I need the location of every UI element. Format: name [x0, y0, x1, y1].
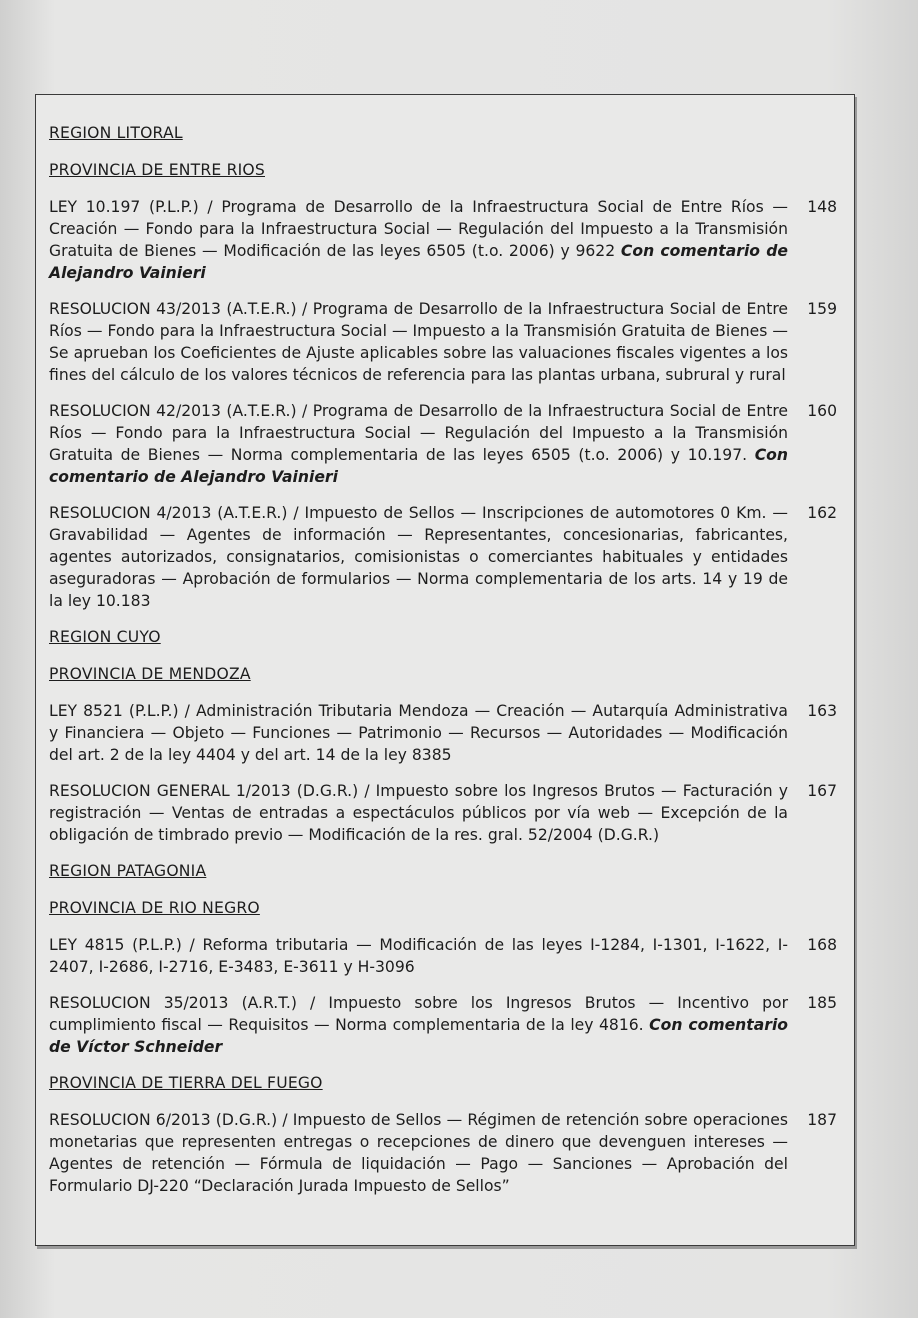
toc-entry-line: [49, 1109, 837, 1197]
toc-entry[interactable]: [49, 934, 837, 978]
toc-entry-text: [49, 196, 788, 284]
toc-page-number[interactable]: 160: [807, 402, 837, 420]
toc-entry-line: [49, 780, 837, 846]
toc-entry-body: LEY 10.197 (P.L.P.) / Programa de Desarrollo de la Infraestructura Social de Entre Ríos — Creación — Fondo para la Infraestructura Social — Regulación del Impuesto a la Transmisión Gratuita de Bienes — Modificación de las leyes 6505 (t.o. 2006) y 9622: [49, 198, 788, 260]
toc-entry-body: RESOLUCION 4/2013 (A.T.E.R.) / Impuesto de Sellos — Inscripciones de automotores 0 Km. — Gravabilidad — Agentes de información — Representantes, concesionarias, fabricantes, agentes autorizados, consignatarios, comisionistas o comerciantes habituales y entidades aseguradoras — Aprobación de formularios — Norma complementaria de los arts. 14 y 19 de la ley 10.183: [49, 504, 788, 610]
toc-page-number[interactable]: 187: [807, 1111, 837, 1129]
toc-entry-line: [49, 934, 837, 978]
toc-entry-line: [49, 992, 837, 1058]
toc-entry-text: [49, 1109, 788, 1197]
toc-entry-comment: Con comentario de Víctor Schneider: [49, 1016, 789, 1056]
toc-entry[interactable]: [49, 700, 837, 766]
toc-page-number[interactable]: 167: [807, 782, 837, 800]
toc-entry[interactable]: [49, 992, 837, 1058]
region-heading: REGION PATAGONIA: [49, 862, 207, 880]
toc-entry-text: [49, 502, 788, 612]
province-heading: PROVINCIA DE MENDOZA: [49, 665, 251, 683]
toc-entry-comment: Con comentario de Alejandro Vainieri: [49, 242, 788, 282]
toc-entry-text: [49, 700, 788, 766]
toc-entry-text: [49, 992, 788, 1058]
toc-page-number[interactable]: 168: [807, 936, 837, 954]
province-heading: PROVINCIA DE TIERRA DEL FUEGO: [49, 1074, 323, 1092]
toc-entry-body: RESOLUCION GENERAL 1/2013 (D.G.R.) / Impuesto sobre los Ingresos Brutos — Facturación y registración — Ventas de entradas a espectáculos públicos por vía web — Excepción de la obligación de timbrado previo — Modificación de la res. gral. 52/2004 (D.G.R.): [49, 782, 788, 844]
toc-entry-line: [49, 502, 837, 612]
toc-entry-body: RESOLUCION 42/2013 (A.T.E.R.) / Programa de Desarrollo de la Infraestructura Social de Entre Ríos — Fondo para la Infraestructura Social — Regulación del Impuesto a la Transmisión Gratuita de Bienes — Norma complementaria de las leyes 6505 (t.o. 2006) y 10.197.: [49, 402, 788, 464]
table-of-contents: [49, 122, 837, 1211]
province-heading: PROVINCIA DE RIO NEGRO: [49, 899, 260, 917]
toc-entry-body: RESOLUCION 35/2013 (A.R.T.) / Impuesto sobre los Ingresos Brutos — Incentivo por cumplimiento fiscal — Requisitos — Norma complementaria de la ley 4816.: [49, 994, 788, 1034]
toc-entry[interactable]: [49, 502, 837, 612]
toc-entry-line: [49, 196, 837, 284]
toc-entry[interactable]: [49, 196, 837, 284]
toc-entry-body: LEY 4815 (P.L.P.) / Reforma tributaria — Modificación de las leyes I-1284, I-1301, I-1622, I-2407, I-2686, I-2716, E-3483, E-3611 y H-3096: [49, 936, 788, 976]
toc-entry-text: [49, 934, 788, 978]
province-heading: PROVINCIA DE ENTRE RIOS: [49, 161, 265, 179]
toc-entry-body: RESOLUCION 6/2013 (D.G.R.) / Impuesto de Sellos — Régimen de retención sobre operaciones monetarias que representen entregas o recepciones de dinero que devenguen intereses — Agentes de retención — Fórmula de liquidación — Pago — Sanciones — Aprobación del Formulario DJ-220 “Declaración Jurada Impuesto de Sellos”: [49, 1111, 788, 1195]
toc-entry[interactable]: [49, 1109, 837, 1197]
toc-entry-line: [49, 298, 837, 386]
toc-entry-comment: Con comentario de Alejandro Vainieri: [49, 446, 788, 486]
toc-entry-text: [49, 780, 788, 846]
toc-entry-line: [49, 700, 837, 766]
toc-entry[interactable]: [49, 780, 837, 846]
region-heading: REGION CUYO: [49, 628, 161, 646]
toc-entry-line: [49, 400, 837, 488]
toc-entry-body: RESOLUCION 43/2013 (A.T.E.R.) / Programa de Desarrollo de la Infraestructura Social de Entre Ríos — Fondo para la Infraestructura Social — Impuesto a la Transmisión Gratuita de Bienes — Se aprueban los Coeficientes de Ajuste aplicables sobre las valuaciones fiscales vigentes a los fines del cálculo de los valores técnicos de referencia para las plantas urbana, subrural y rural: [49, 300, 788, 384]
toc-page-number[interactable]: 148: [807, 198, 837, 216]
toc-page-number[interactable]: 185: [807, 994, 837, 1012]
toc-entry[interactable]: [49, 400, 837, 488]
toc-entry-body: LEY 8521 (P.L.P.) / Administración Tributaria Mendoza — Creación — Autarquía Administrativa y Financiera — Objeto — Funciones — Patrimonio — Recursos — Autoridades — Modificación del art. 2 de la ley 4404 y del art. 14 de la ley 8385: [49, 702, 788, 764]
toc-page-number[interactable]: 159: [807, 300, 837, 318]
toc-page-number[interactable]: 163: [807, 702, 837, 720]
toc-page-number[interactable]: 162: [807, 504, 837, 522]
toc-entry[interactable]: [49, 298, 837, 386]
toc-entry-text: [49, 400, 788, 488]
toc-entry-text: [49, 298, 788, 386]
region-heading: REGION LITORAL: [49, 124, 183, 142]
